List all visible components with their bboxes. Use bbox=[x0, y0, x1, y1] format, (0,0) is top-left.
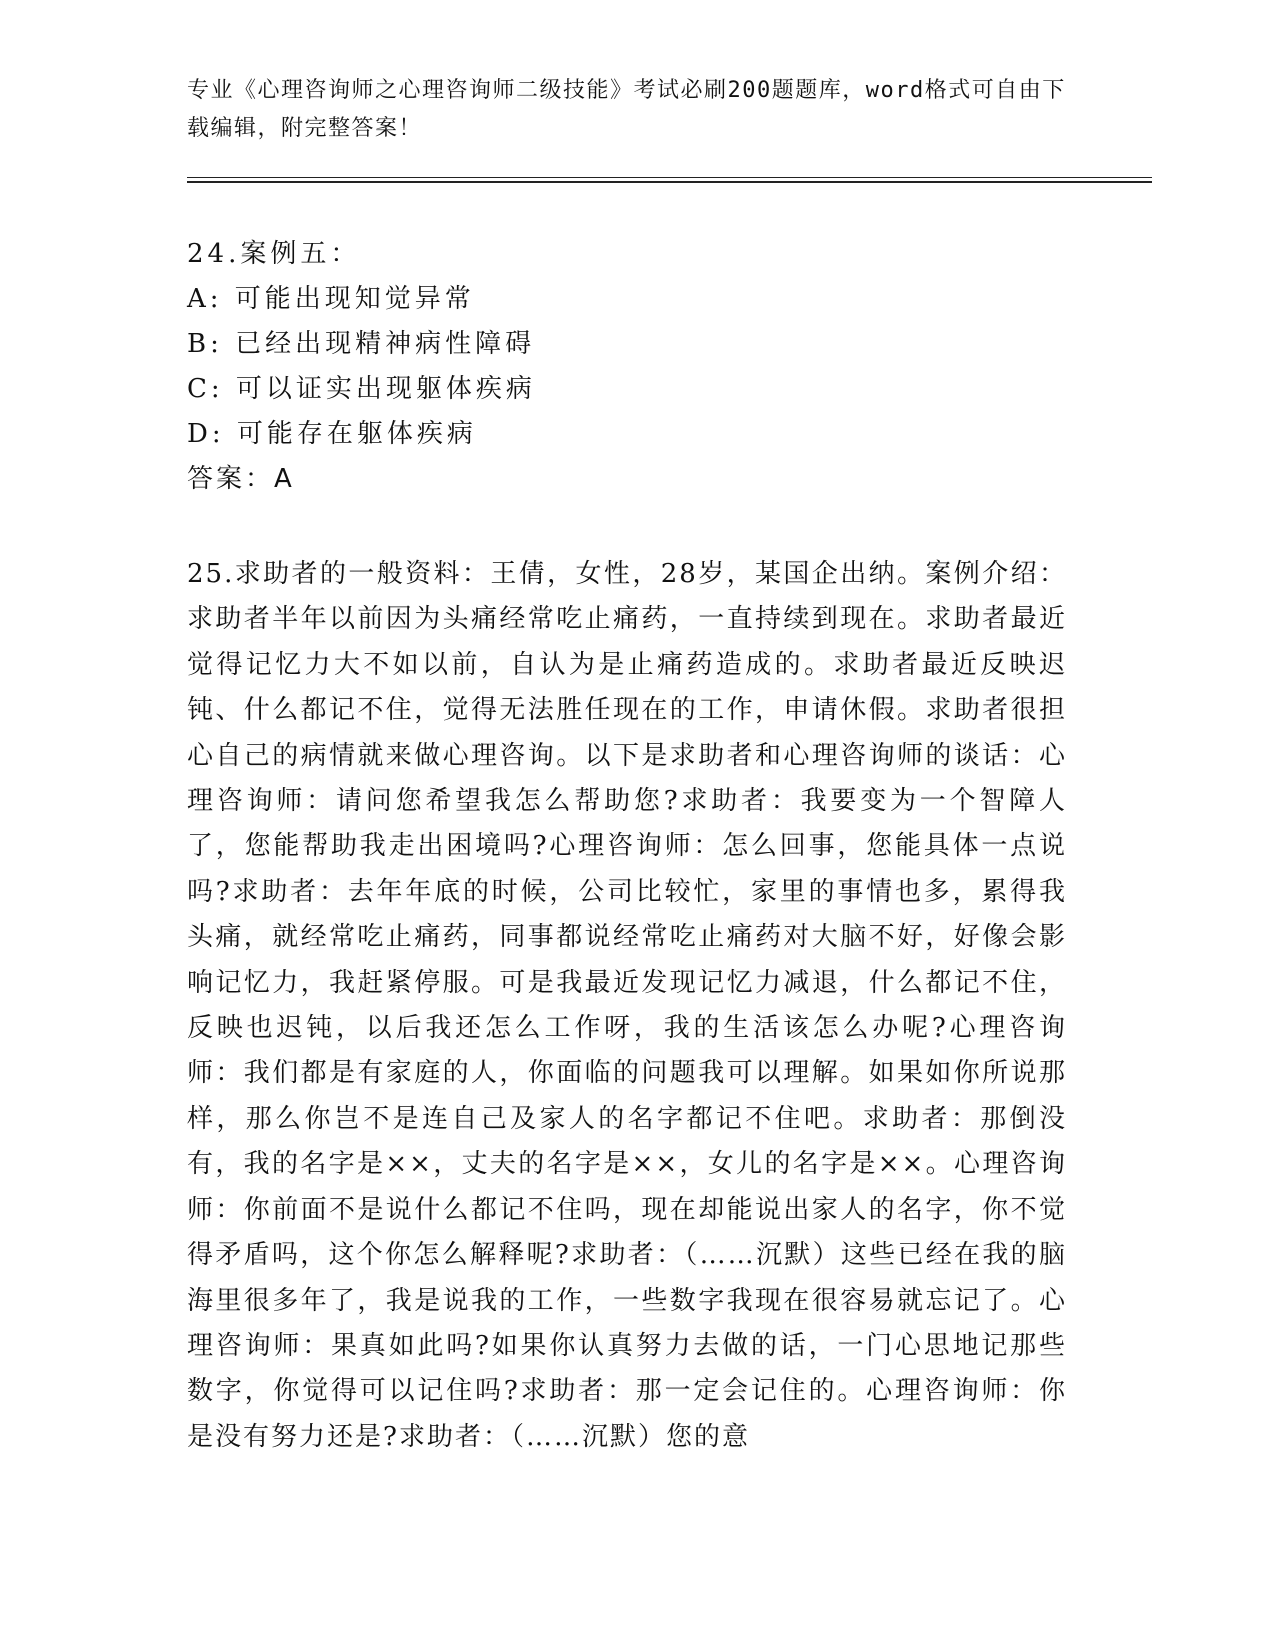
option-b: B: 已经出现精神病性障碍 bbox=[187, 329, 536, 359]
question-stem: 24.案例五： bbox=[187, 239, 361, 269]
option-a: A: 可能出现知觉异常 bbox=[187, 284, 475, 314]
question-25: 25.求助者的一般资料：王倩，女性，28岁，某国企出纳。案例介绍：求助者半年以前因为头痛经常吃止痛药，一直持续到现在。求助者最近觉得记忆力大不如以前，自认为是止痛药造成的。求助者最近反映迟钝、什么都记不住，觉得无法胜任现在的工作，申请休假。求助者很担心自己的病情就来做心理咨询。以下是求助者和心理咨询师的谈话：心理咨询师：请问您希望我怎么帮助您?求助者：我要变为一个智障人了，您能帮助我走出困境吗?心理咨询师：怎么回事，您能具体一点说吗?求助者：去年年底的时候，公司比较忙，家里的事情也多，累得我头痛，就经常吃止痛药，同事都说经常吃止痛药对大脑不好，好像会影响记忆力，我赶紧停服。可是我最近发现记忆力减退，什么都记不住，反映也迟钝，以后我还怎么工作呀，我的生活该怎么办呢?心理咨询师：我们都是有家庭的人，你面临的问题我可以理解。如果如你所说那样，那么你岂不是连自己及家人的名字都记不住吧。求助者：那倒没有，我的名字是××，丈夫的名字是××，女儿的名字是××。心理咨询师：你前面不是说什么都记不住吗，现在却能说出家人的名字，你不觉得矛盾吗，这个你怎么解释呢?求助者：（……沉默）这些已经在我的脑海里很多年了，我是说我的工作，一些数字我现在很容易就忘记了。心理咨询师：果真如此吗?如果你认真努力去做的话，一门心思地记那些数字，你觉得可以记住吗?求助者：那一定会记住的。心理咨询师：你是没有努力还是?求助者：（……沉默）您的意 bbox=[187, 559, 1067, 1452]
document-header: 专业《心理咨询师之心理咨询师二级技能》考试必刷200题题库，word格式可自由下载编辑，附完整答案！ bbox=[187, 78, 1066, 141]
option-c: C: 可以证实出现躯体疾病 bbox=[187, 374, 536, 404]
header-rule-thin bbox=[187, 177, 1152, 178]
header-rule-thick bbox=[187, 181, 1152, 183]
question-24 bbox=[187, 232, 1087, 502]
answer-line: 答案：A bbox=[187, 464, 295, 494]
option-d: D: 可能存在躯体疾病 bbox=[187, 419, 477, 449]
